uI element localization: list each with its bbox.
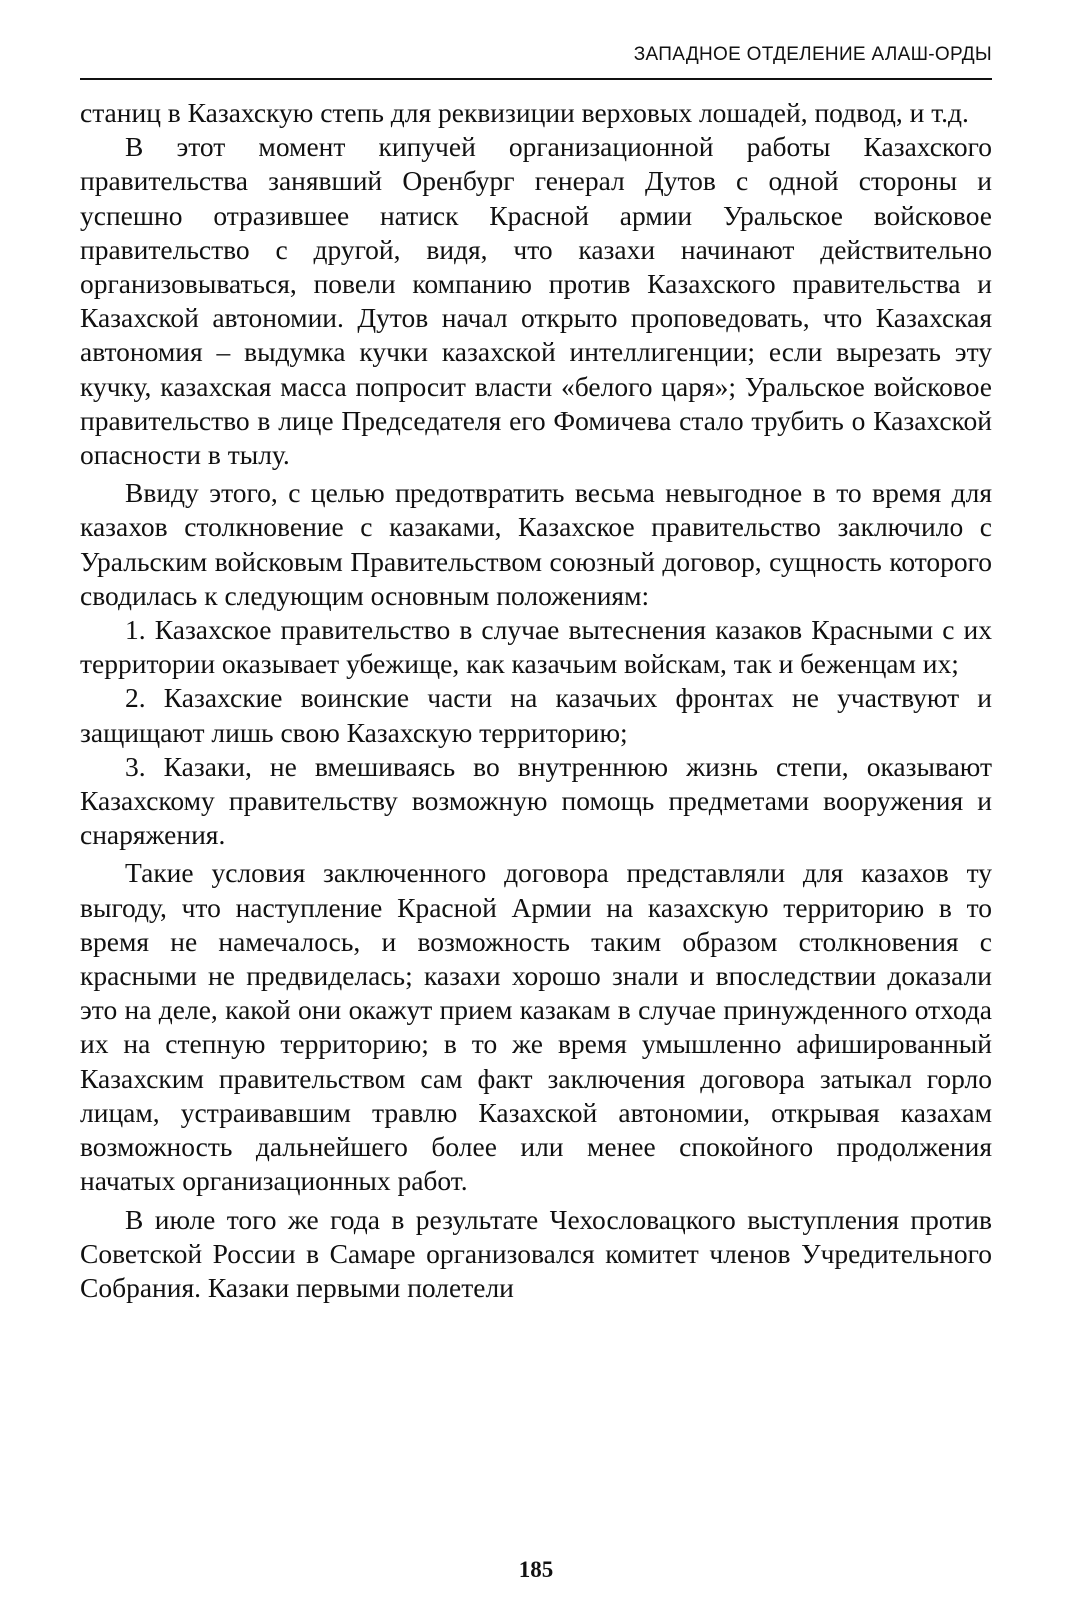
page-number: 185 xyxy=(518,1557,554,1582)
list-item-1: 1. Казахское правительство в случае вытеснения казаков Красными с их территории оказывает убежище, как казачьим войскам, так и беженцам их; xyxy=(80,614,992,680)
list-item-3: 3. Казаки, не вмешиваясь во внутреннюю жизнь степи, оказывают Казахскому правительству возможную помощь предметами вооружения и снаряжения. xyxy=(80,750,992,851)
list-item-2: 2. Казахские воинские части на казачьих фронтах не участвуют и защищают лишь свою Казахскую территорию; xyxy=(80,682,992,748)
paragraph-july: В июле того же года в результате Чехословацкого выступления против Советской России в Самаре организовался комитет членов Учредительного Собрания. Казаки первыми полетели xyxy=(80,1203,992,1303)
paragraph-conditions: Такие условия заключенного договора представляли для казахов ту выгоду, что наступление Красной Армии на казахскую территорию в то время не намечалось, и возможность таким образом столкновения с красными не предвиделась; казахи хорошо знали и впоследствии доказали это на деле, какой они окажут прием казакам в случае принужденного отхода их на степную территорию; в то же время умышленно афишированный Казахским правительством сам факт заключения договора затыкал горло лицам, устраивавшим травлю Казахской автономии, открывая казахам возможность дальнейшего более или менее спокойного продолжения начатых организационных работ. xyxy=(80,857,992,1197)
page-body xyxy=(80,96,992,1305)
paragraph-treaty: Ввиду этого, с целью предотвратить весьма невыгодное в то время для казахов столкновение с казаками, Казахское правительство заключило с Уральским войсковым Правительством союзный договор, сущность которого сводилась к следующим основным положениям: xyxy=(80,477,992,611)
running-header: ЗАПАДНОЕ ОТДЕЛЕНИЕ АЛАШ-ОРДЫ xyxy=(633,44,992,65)
paragraph-dutov: В этот момент кипучей организационной работы Казахского правительства занявший Оренбург генерал Дутов с одной стороны и успешно отразившее натиск Красной армии Уральское войсковое правительство с другой, видя, что казахи начинают действительно организовываться, повели компанию против Казахского правительства и Казахской автономии. Дутов начал открыто проповедовать, что Казахская автономия – выдумка кучки казахской интеллигенции; если вырезать эту кучку, казахская масса попросит власти «белого царя»; Уральское войсковое правительство в лице Председателя его Фомичева стало трубить о Казахской опасности в тылу. xyxy=(80,131,992,471)
header-divider xyxy=(80,78,992,80)
paragraph-continuation: станиц в Казахскую степь для реквизиции верховых лошадей, подвод, и т.д. xyxy=(80,97,969,128)
